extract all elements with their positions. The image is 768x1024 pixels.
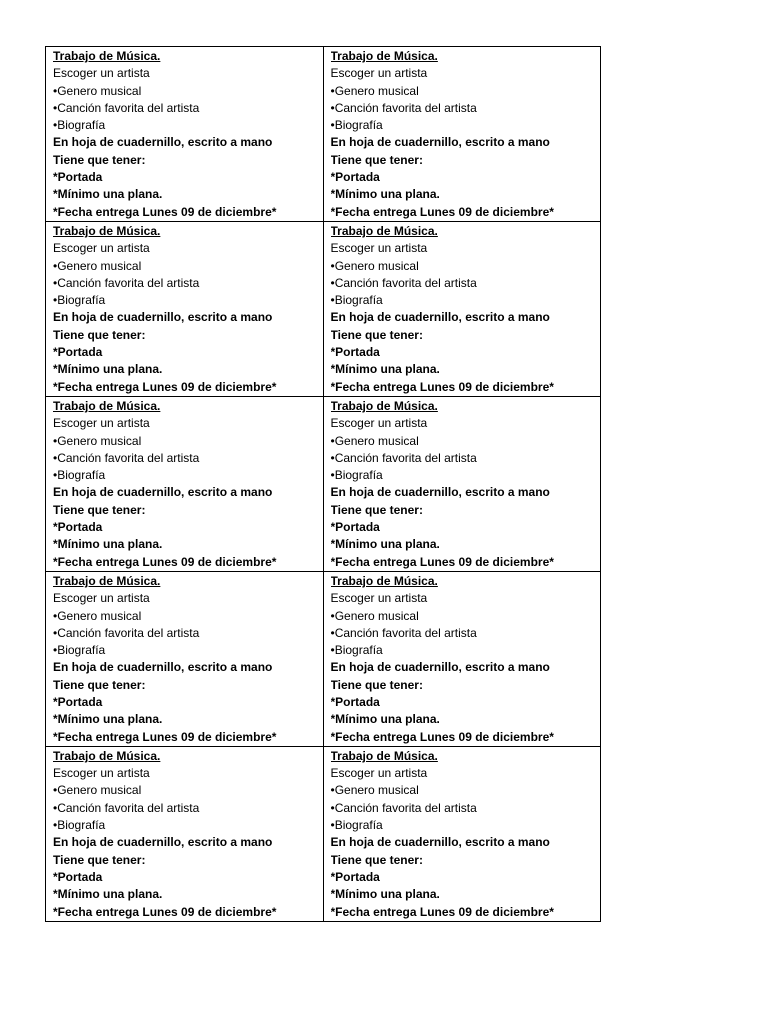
card-line-requirements: Tiene que tener: bbox=[53, 152, 146, 167]
card-line-cover: *Portada bbox=[53, 170, 103, 185]
card-line-cover: *Portada bbox=[330, 869, 380, 884]
assignment-card bbox=[324, 397, 601, 571]
card-line-genre: •Genero musical bbox=[53, 783, 142, 798]
card-line-genre: •Genero musical bbox=[330, 608, 419, 623]
card-line-due-date: *Fecha entrega Lunes 09 de diciembre* bbox=[330, 379, 554, 394]
card-line-minimum-page: *Mínimo una plana. bbox=[53, 537, 163, 552]
card-line-biography: •Biografía bbox=[53, 118, 106, 133]
card-line-favorite-song: •Canción favorita del artista bbox=[53, 800, 200, 815]
card-line-due-date: *Fecha entrega Lunes 09 de diciembre* bbox=[330, 204, 554, 219]
card-line-requirements: Tiene que tener: bbox=[330, 502, 423, 517]
card-line-genre: •Genero musical bbox=[330, 783, 419, 798]
card-line-requirements: Tiene que tener: bbox=[330, 327, 423, 342]
card-title: Trabajo de Música. bbox=[53, 398, 161, 413]
worksheet-cell bbox=[323, 47, 601, 222]
card-line-due-date: *Fecha entrega Lunes 09 de diciembre* bbox=[53, 379, 277, 394]
card-title: Trabajo de Música. bbox=[53, 573, 161, 588]
worksheet-cell bbox=[323, 571, 601, 746]
card-line-handwritten: En hoja de cuadernillo, escrito a mano bbox=[330, 485, 550, 500]
assignment-card bbox=[324, 572, 601, 746]
card-line-minimum-page: *Mínimo una plana. bbox=[330, 362, 440, 377]
assignment-card bbox=[46, 747, 323, 921]
card-line-choose-artist: Escoger un artista bbox=[53, 416, 150, 431]
card-line-handwritten: En hoja de cuadernillo, escrito a mano bbox=[53, 485, 273, 500]
worksheet-row bbox=[46, 396, 601, 571]
assignment-card bbox=[324, 47, 601, 221]
worksheet-row bbox=[46, 571, 601, 746]
card-line-due-date: *Fecha entrega Lunes 09 de diciembre* bbox=[53, 729, 277, 744]
card-title: Trabajo de Música. bbox=[330, 223, 438, 238]
assignment-card bbox=[46, 572, 323, 746]
card-line-biography: •Biografía bbox=[53, 643, 106, 658]
card-line-due-date: *Fecha entrega Lunes 09 de diciembre* bbox=[330, 729, 554, 744]
card-line-handwritten: En hoja de cuadernillo, escrito a mano bbox=[53, 835, 273, 850]
worksheet-cell bbox=[46, 571, 324, 746]
card-line-minimum-page: *Mínimo una plana. bbox=[53, 887, 163, 902]
card-line-favorite-song: •Canción favorita del artista bbox=[53, 625, 200, 640]
card-line-requirements: Tiene que tener: bbox=[330, 152, 423, 167]
card-title: Trabajo de Música. bbox=[330, 573, 438, 588]
card-line-favorite-song: •Canción favorita del artista bbox=[330, 625, 477, 640]
card-title: Trabajo de Música. bbox=[53, 748, 161, 763]
card-line-cover: *Portada bbox=[330, 694, 380, 709]
card-line-favorite-song: •Canción favorita del artista bbox=[53, 100, 200, 115]
card-line-genre: •Genero musical bbox=[53, 608, 142, 623]
card-line-genre: •Genero musical bbox=[53, 258, 142, 273]
worksheet-grid-body bbox=[46, 47, 601, 922]
card-line-genre: •Genero musical bbox=[330, 83, 419, 98]
card-line-handwritten: En hoja de cuadernillo, escrito a mano bbox=[53, 660, 273, 675]
card-line-genre: •Genero musical bbox=[330, 258, 419, 273]
card-line-choose-artist: Escoger un artista bbox=[53, 241, 150, 256]
assignment-card bbox=[46, 222, 323, 396]
card-line-choose-artist: Escoger un artista bbox=[330, 591, 428, 606]
card-line-handwritten: En hoja de cuadernillo, escrito a mano bbox=[53, 135, 273, 150]
card-line-due-date: *Fecha entrega Lunes 09 de diciembre* bbox=[53, 204, 277, 219]
worksheet-cell bbox=[46, 396, 324, 571]
card-line-genre: •Genero musical bbox=[53, 83, 142, 98]
card-line-favorite-song: •Canción favorita del artista bbox=[330, 100, 477, 115]
card-line-minimum-page: *Mínimo una plana. bbox=[330, 712, 440, 727]
card-line-choose-artist: Escoger un artista bbox=[330, 66, 428, 81]
worksheet-row bbox=[46, 221, 601, 396]
card-title: Trabajo de Música. bbox=[53, 49, 161, 63]
assignment-card bbox=[46, 47, 323, 221]
card-line-cover: *Portada bbox=[53, 694, 103, 709]
card-line-minimum-page: *Mínimo una plana. bbox=[53, 362, 163, 377]
card-line-cover: *Portada bbox=[53, 345, 103, 360]
card-line-minimum-page: *Mínimo una plana. bbox=[53, 712, 163, 727]
card-line-requirements: Tiene que tener: bbox=[53, 852, 146, 867]
card-line-minimum-page: *Mínimo una plana. bbox=[330, 187, 440, 202]
worksheet-grid bbox=[45, 46, 601, 922]
card-line-due-date: *Fecha entrega Lunes 09 de diciembre* bbox=[53, 904, 277, 919]
card-title: Trabajo de Música. bbox=[330, 748, 438, 763]
card-line-minimum-page: *Mínimo una plana. bbox=[330, 887, 440, 902]
card-line-requirements: Tiene que tener: bbox=[53, 502, 146, 517]
card-line-due-date: *Fecha entrega Lunes 09 de diciembre* bbox=[330, 554, 554, 569]
card-line-cover: *Portada bbox=[330, 170, 380, 185]
card-line-handwritten: En hoja de cuadernillo, escrito a mano bbox=[330, 660, 550, 675]
card-line-requirements: Tiene que tener: bbox=[330, 852, 423, 867]
card-line-handwritten: En hoja de cuadernillo, escrito a mano bbox=[330, 135, 550, 150]
card-line-biography: •Biografía bbox=[53, 818, 106, 833]
card-line-cover: *Portada bbox=[330, 345, 380, 360]
worksheet-cell bbox=[46, 746, 324, 921]
card-line-favorite-song: •Canción favorita del artista bbox=[330, 275, 477, 290]
card-line-favorite-song: •Canción favorita del artista bbox=[53, 275, 200, 290]
card-title: Trabajo de Música. bbox=[53, 223, 161, 238]
card-line-biography: •Biografía bbox=[330, 293, 383, 308]
card-title: Trabajo de Música. bbox=[330, 398, 438, 413]
card-line-biography: •Biografía bbox=[330, 118, 383, 133]
card-line-choose-artist: Escoger un artista bbox=[330, 416, 428, 431]
card-line-biography: •Biografía bbox=[330, 818, 383, 833]
card-line-due-date: *Fecha entrega Lunes 09 de diciembre* bbox=[330, 904, 554, 919]
card-line-genre: •Genero musical bbox=[53, 433, 142, 448]
card-line-favorite-song: •Canción favorita del artista bbox=[53, 450, 200, 465]
card-line-minimum-page: *Mínimo una plana. bbox=[53, 187, 163, 202]
card-line-requirements: Tiene que tener: bbox=[53, 327, 146, 342]
card-line-minimum-page: *Mínimo una plana. bbox=[330, 537, 440, 552]
card-line-requirements: Tiene que tener: bbox=[53, 677, 146, 692]
worksheet-cell bbox=[323, 746, 601, 921]
card-line-biography: •Biografía bbox=[53, 468, 106, 483]
card-title: Trabajo de Música. bbox=[330, 49, 438, 63]
card-line-handwritten: En hoja de cuadernillo, escrito a mano bbox=[53, 310, 273, 325]
card-line-cover: *Portada bbox=[330, 520, 380, 535]
card-line-choose-artist: Escoger un artista bbox=[53, 591, 150, 606]
card-line-requirements: Tiene que tener: bbox=[330, 677, 423, 692]
worksheet-row bbox=[46, 47, 601, 222]
worksheet-cell bbox=[323, 396, 601, 571]
worksheet-row bbox=[46, 746, 601, 921]
worksheet-cell bbox=[46, 47, 324, 222]
card-line-choose-artist: Escoger un artista bbox=[330, 766, 428, 781]
card-line-handwritten: En hoja de cuadernillo, escrito a mano bbox=[330, 310, 550, 325]
card-line-choose-artist: Escoger un artista bbox=[53, 66, 150, 81]
assignment-card bbox=[324, 222, 601, 396]
card-line-cover: *Portada bbox=[53, 869, 103, 884]
assignment-card bbox=[46, 397, 323, 571]
card-line-choose-artist: Escoger un artista bbox=[53, 766, 150, 781]
card-line-biography: •Biografía bbox=[330, 643, 383, 658]
card-line-handwritten: En hoja de cuadernillo, escrito a mano bbox=[330, 835, 550, 850]
card-line-biography: •Biografía bbox=[53, 293, 106, 308]
worksheet-cell bbox=[46, 221, 324, 396]
card-line-favorite-song: •Canción favorita del artista bbox=[330, 450, 477, 465]
card-line-genre: •Genero musical bbox=[330, 433, 419, 448]
card-line-cover: *Portada bbox=[53, 520, 103, 535]
worksheet-cell bbox=[323, 221, 601, 396]
card-line-favorite-song: •Canción favorita del artista bbox=[330, 800, 477, 815]
assignment-card bbox=[324, 747, 601, 921]
card-line-due-date: *Fecha entrega Lunes 09 de diciembre* bbox=[53, 554, 277, 569]
card-line-biography: •Biografía bbox=[330, 468, 383, 483]
card-line-choose-artist: Escoger un artista bbox=[330, 241, 428, 256]
